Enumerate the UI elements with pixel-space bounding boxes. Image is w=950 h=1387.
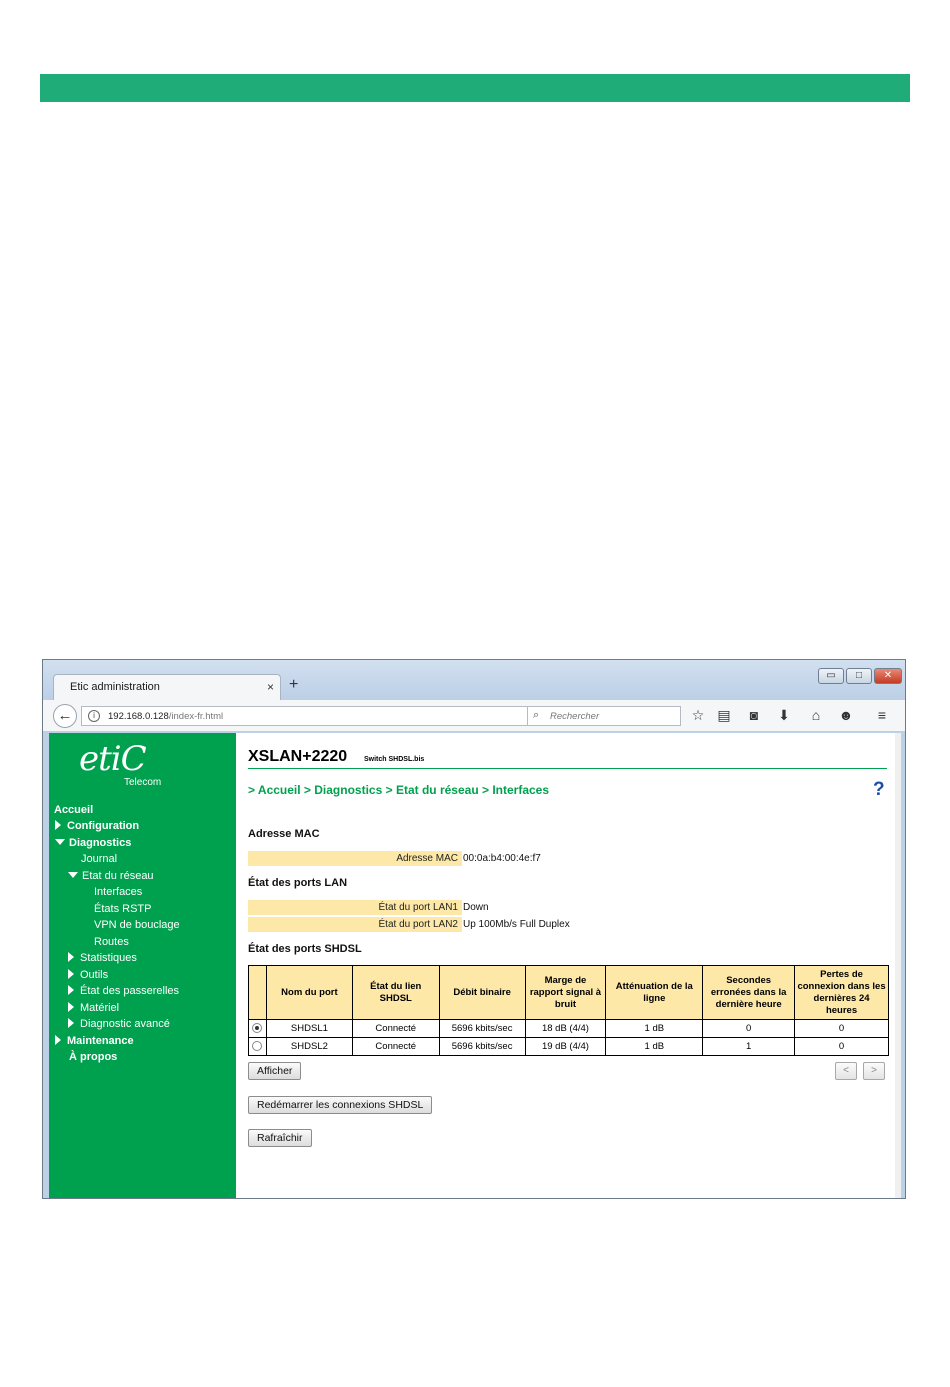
url-text: [108, 711, 223, 722]
sidebar-item-routes[interactable]: Routes: [94, 936, 129, 948]
table-header: État du lien SHDSL: [352, 966, 439, 1020]
product-title: XSLAN+2220: [248, 748, 348, 765]
table-cell: Connecté: [352, 1038, 439, 1056]
table-cell: SHDSL2: [266, 1038, 352, 1056]
sidebar-item-maintenance[interactable]: [55, 1035, 134, 1047]
lan2-value: Up 100Mb/s Full Duplex: [463, 919, 570, 930]
table-header: Secondes erronées dans la dernière heure: [703, 966, 795, 1020]
clipboard-icon[interactable]: ▤: [717, 707, 731, 723]
sidebar-label: Diagnostic avancé: [80, 1018, 170, 1030]
home-icon[interactable]: ⌂: [811, 707, 821, 723]
new-tab-button[interactable]: +: [289, 676, 299, 693]
close-window-button[interactable]: ✕: [874, 668, 902, 684]
sidebar: [49, 733, 236, 1199]
table-cell: Connecté: [352, 1020, 439, 1038]
sidebar-label: Matériel: [80, 1002, 120, 1014]
title-divider: [248, 768, 887, 769]
radio-cell[interactable]: [249, 1020, 267, 1038]
section-title-shdsl: État des ports SHDSL: [248, 943, 362, 955]
lan1-value: Down: [463, 902, 489, 913]
table-cell: 1 dB: [606, 1038, 703, 1056]
sidebar-item-interfaces[interactable]: Interfaces: [94, 886, 143, 898]
table-header-row: [249, 966, 889, 1020]
table-header: Débit binaire: [439, 966, 525, 1020]
refresh-button[interactable]: Rafraîchir: [248, 1129, 312, 1147]
table-cell: 1: [703, 1038, 795, 1056]
sidebar-item-vpn-bouclage[interactable]: VPN de bouclage: [94, 919, 180, 931]
table-row[interactable]: [249, 1020, 889, 1038]
sidebar-item-etats-rstp[interactable]: États RSTP: [94, 903, 152, 915]
search-field[interactable]: [527, 706, 681, 726]
table-cell: 0: [703, 1020, 795, 1038]
download-icon[interactable]: ⬇: [778, 707, 790, 723]
sidebar-item-outils[interactable]: [68, 969, 108, 981]
table-header: Marge de rapport signal à bruit: [525, 966, 606, 1020]
sidebar-item-diagnostic-avance[interactable]: [68, 1018, 170, 1030]
url-host: 192.168.0.128: [108, 711, 169, 722]
maximize-button[interactable]: □: [846, 668, 872, 684]
table-cell: 5696 kbits/sec: [439, 1020, 525, 1038]
expand-arrow-icon: [68, 952, 74, 962]
etic-logo: [79, 739, 169, 789]
browser-titlebar: [43, 660, 905, 700]
afficher-button[interactable]: Afficher: [248, 1062, 301, 1080]
sidebar-item-accueil[interactable]: Accueil: [54, 804, 94, 816]
search-placeholder: Rechercher: [550, 711, 600, 722]
lan1-label: État du port LAN1: [248, 900, 462, 915]
table-cell: SHDSL1: [266, 1020, 352, 1038]
sidebar-label: Statistiques: [80, 952, 137, 964]
table-header: Atténuation de la ligne: [606, 966, 703, 1020]
search-icon: ⌕: [533, 709, 540, 721]
table-cell: 0: [795, 1038, 889, 1056]
radio-cell[interactable]: [249, 1038, 267, 1056]
table-cell: 0: [795, 1020, 889, 1038]
expand-arrow-icon: [55, 820, 61, 830]
restart-shdsl-button[interactable]: Redémarrer les connexions SHDSL: [248, 1096, 432, 1114]
sidebar-label: Maintenance: [67, 1035, 134, 1047]
mac-value: 00:0a:b4:00:4e:f7: [463, 853, 541, 864]
table-header: Pertes de connexion dans les dernières 24 heures: [795, 966, 889, 1020]
sidebar-item-etat-passerelles[interactable]: [68, 985, 179, 997]
page-viewport: [49, 733, 901, 1199]
chat-icon[interactable]: ☻: [838, 707, 854, 723]
tab-close-icon[interactable]: ×: [266, 680, 274, 694]
table-row[interactable]: [249, 1038, 889, 1056]
sidebar-label: Diagnostics: [69, 837, 132, 849]
url-bar[interactable]: [81, 706, 559, 726]
main-content: [236, 733, 901, 1199]
menu-icon[interactable]: ≡: [877, 707, 887, 723]
expand-arrow-icon: [68, 969, 74, 979]
sidebar-item-etat-reseau[interactable]: [68, 870, 154, 882]
expand-arrow-icon: [68, 985, 74, 995]
lan2-label: État du port LAN2: [248, 917, 462, 932]
shdsl-table: [248, 965, 889, 1056]
expand-arrow-icon: [55, 1035, 61, 1045]
table-header-select: [249, 966, 267, 1020]
collapse-arrow-icon: [55, 839, 65, 845]
table-cell: 19 dB (4/4): [525, 1038, 606, 1056]
star-icon[interactable]: ☆: [691, 707, 705, 723]
help-icon[interactable]: ?: [873, 779, 885, 800]
sidebar-item-materiel[interactable]: [68, 1002, 119, 1014]
sidebar-item-statistiques[interactable]: [68, 952, 137, 964]
minimize-button[interactable]: ▭: [818, 668, 844, 684]
sidebar-item-journal[interactable]: Journal: [81, 853, 118, 865]
logo-text: etiC: [79, 739, 146, 779]
url-path: /index-fr.html: [168, 711, 224, 722]
prev-page-button[interactable]: <: [835, 1062, 857, 1080]
sidebar-label: État des passerelles: [80, 985, 180, 997]
back-arrow-icon[interactable]: ←: [53, 704, 77, 728]
browser-navbar: [43, 700, 905, 732]
breadcrumb[interactable]: > Accueil > Diagnostics > Etat du réseau > Interfaces: [248, 783, 550, 797]
info-icon[interactable]: i: [88, 710, 100, 722]
sidebar-label: Etat du réseau: [82, 870, 154, 882]
browser-window: [42, 659, 906, 1199]
table-cell: 5696 kbits/sec: [439, 1038, 525, 1056]
table-header: Nom du port: [266, 966, 352, 1020]
mac-label: Adresse MAC: [248, 851, 462, 866]
pocket-icon[interactable]: ◙: [749, 707, 759, 723]
logo-subtitle: Telecom: [124, 777, 162, 788]
table-cell: 1 dB: [606, 1020, 703, 1038]
section-title-lan: État des ports LAN: [248, 877, 348, 889]
header-accent-bar: [40, 74, 910, 102]
tab-title: Etic administration: [70, 681, 160, 693]
table-cell: 18 dB (4/4): [525, 1020, 606, 1038]
sidebar-item-configuration[interactable]: [55, 820, 139, 832]
port-radio-selected[interactable]: [252, 1023, 262, 1033]
next-page-button[interactable]: >: [863, 1062, 885, 1080]
sidebar-item-a-propos[interactable]: À propos: [69, 1051, 118, 1063]
page-scrollbar[interactable]: [895, 733, 901, 1199]
expand-arrow-icon: [68, 1018, 74, 1028]
sidebar-label: Outils: [80, 969, 109, 981]
sidebar-item-diagnostics[interactable]: [55, 837, 131, 849]
product-subtitle: Switch SHDSL.bis: [364, 756, 425, 763]
collapse-arrow-icon: [68, 872, 78, 878]
browser-tab[interactable]: [53, 674, 281, 700]
sidebar-label: Configuration: [67, 820, 140, 832]
expand-arrow-icon: [68, 1002, 74, 1012]
port-radio[interactable]: [252, 1041, 262, 1051]
section-title-mac: Adresse MAC: [248, 828, 320, 840]
